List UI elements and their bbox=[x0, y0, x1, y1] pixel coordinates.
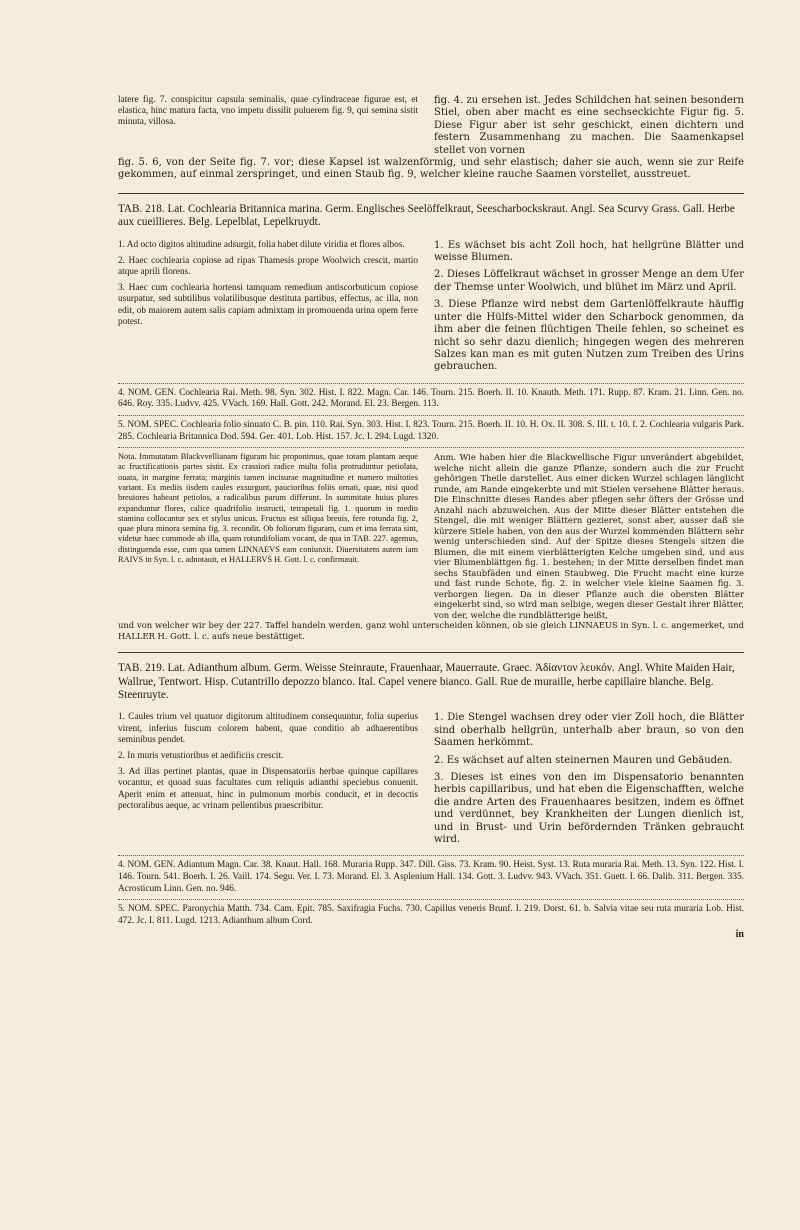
top-columns bbox=[118, 95, 744, 157]
tab-219-latin-2: 2. In muris vetustioribus et aedificiis crescit. bbox=[118, 750, 284, 761]
top-wide-text: fig. 5. 6, von der Seite fig. 7. vor; diese Kapsel ist walzenförmig, und sehr elastisch; daher sie auch, wenn sie zur Reife gekommen, auf einmal zerspringet, und einen Staub fig. 9, welcher kleine rauche Saamen vorstellet, ausstreuet. bbox=[118, 157, 744, 181]
tab-218-latin-1: 1. Ad octo digitos altitudine adsurgit, folia habet dilute viridia et flores albos. bbox=[118, 239, 405, 250]
tab-218-latin bbox=[118, 240, 418, 379]
tab-219-nom-gen: 4. NOM. GEN. Adiantum Magn. Car. 38. Knaut. Hall. 168. Muraria Rupp. 347. Dill. Giss. 73. Kram. 90. Heist. Syst. 13. Ruta muraria Rai. Meth. 13. Syn. 122. Hist. I. 146. Tourn. 541. Boerh. I. 26. Vaill. 174. Segu. Ver. I. 73. Morand. El. 3. Asplenium Hall. 134. Gott. 3. Ludvv. 943. VVach. 351. Guett. I. 66. Dalib. 311. Bergen. 335. Acrosticum Linn. Gen. no. 946. bbox=[118, 860, 744, 894]
tab-218-heading: TAB. 218. Lat. Cochlearia Britannica marina. Germ. Englisches Seelöffelkraut, Seescharbockskraut. Angl. Sea Scurvy Grass. Gall. Herbe aux cueillieres. Belg. Lepelblat, Lepelkruydt. bbox=[118, 202, 735, 229]
tab-218-notes bbox=[118, 452, 744, 620]
divider-dotted-4 bbox=[118, 855, 744, 856]
tab-219-german-3: 3. Dieses ist eines von den im Dispensatorio benannten herbis capillaribus, und hat eben die Eigenschafften, welche die andre Arten des Frauenhaares besitzen, indem es öffnet und verdünnet, bey Krankheiten der Lungen dienlich ist, und in Brust- und Urin befördernden Tränken gebraucht wird. bbox=[434, 771, 744, 845]
rule-218 bbox=[118, 193, 744, 194]
top-german-text: fig. 4. zu ersehen ist. Jedes Schildchen hat seinen besondern Stiel, oben aber macht es eine sechseckichte Figur fig. 5. Diese Figur aber ist sehr geschickt, einen dichtern und festern Zusammenhang zu machen. Die Saamenkapsel stellet von vornen bbox=[434, 95, 744, 156]
divider-dotted-2 bbox=[118, 415, 744, 416]
tab-218-german bbox=[434, 240, 744, 379]
tab-218-nom-spec: 5. NOM. SPEC. Cochlearia folio sinuato C. B. pin. 110. Rai. Syn. 303. Hist. I. 823. Tourn. 215. Boerh. II. 10. H. Ox. II. 308. S. III. t. 10. f. 2. Cochlearia vulgaris Park. 285. Cochlearia Britannica Dod. 594. Ger. 401. Lob. Hist. 157. Jc. I. 294. Lugd. 1320. bbox=[118, 419, 744, 442]
divider-dotted-5 bbox=[118, 899, 744, 900]
tab-219-nom-spec: 5. NOM. SPEC. Paronychia Matth. 734. Cam. Epit. 785. Saxifragia Fuchs. 730. Capillus veneris Brunf. I. 219. Dorst. 61. b. Salvia vitae seu ruta muraria Lob. Hist. 472. Jc. I. 811. Lugd. 1213. Adianthum album Cord. bbox=[118, 904, 744, 926]
divider-dotted-3 bbox=[118, 447, 744, 448]
tab-219-latin-1: 1. Caules trium vel quatuor digitorum altitudinem consequuntur, folia superius virent, inferius fuscum colorem habent, quae conditio ab adhaerentibus seminibus pendet. bbox=[118, 712, 418, 745]
tab-218-anmerkung-end: und von welcher wir bey der 227. Taffel handeln werden, ganz wohl unterscheiden können, ob sie gleich LINNAEUS in Syn. l. c. angemerket, und HALLER H. Gott. l. c. aufs neue bestättiget. bbox=[118, 620, 744, 641]
tab-218-latin-3: 3. Haec cum cochlearia hortensi tamquam remedium antiscorbuticum copiose usurpatur, sed subtilibus volatilibusque destituta partibus, effectus, ac illa, non edit, ob maiorem autem salis capiam admixtam in promouenda urina opem ferre potest. bbox=[118, 283, 418, 327]
tab-219-columns bbox=[118, 712, 744, 851]
tab-218-nom-gen: 4. NOM. GEN. Cochlearia Rai. Meth. 98. Syn. 302. Hist. I. 822. Magn. Car. 146. Tourn. 215. Boerh. II. 10. Knauth. Meth. 171. Rupp. 87. Kram. 21. Linn. Gen. no. 646. Roy. 335. Ludvv. 425. VVach. 169. Hall. Gott. 242. Morand. El. 23. Bergen. 113. bbox=[118, 387, 744, 410]
tab-219-german-1: 1. Die Stengel wachsen drey oder vier Zoll hoch, die Blätter sind oberhalb hellgrün, unterhalb aber braun, so von den Saamen herkömmt. bbox=[434, 712, 744, 749]
tab-218-columns bbox=[118, 240, 744, 379]
top-latin-text: latere fig. 7. conspicitur capsula seminalis, quae cylindraceae figurae est, et elastica, hinc matura facta, vno impetu dissilit puluerem fig. 9, qui semina sistit minuta, villosa. bbox=[118, 95, 418, 128]
tab-218-german-1: 1. Es wächset bis acht Zoll hoch, hat hellgrüne Blätter und weisse Blumen. bbox=[434, 239, 744, 264]
tab-218-nota: Nota. Immutatam Blackvvellianam figuram hic proponimus, quae totam plantam aeque ac fructificationis partes sistit. Ex crassiori radice multa folia protruduntur petiolata, ouata, in margine ferrata; marginis tamen incisurae magnitudine et numero multoties variant. Ex mediis iisdem caules exsurgunt, paucioribus foliis ornati, quae, nisi quod breuiores habeant petiolos, a radicalibus parum differunt. In summitate huius plures expanduntur flores, calice quadrifolio instructi, tetrapetali fig. 1. quorum in medio stamina collocantur sex et stylus unicus. Fructus est siliqua breuis, fere rotunda fig. 2, quae plura minora semina fig. 3. recondit. Ob foliorum figuram, cum et ima ferrata sint, videtur haec commode ab illa, quam rotundifoliam vocant, de qua in TAB. 227. agemus, distinguenda esse, cum qua tamen LINNAEVS eam coniunxit. Diuersitatem autem iam RAIVS in Syn. l. c. adnotauit, et HALLERVS H. Gott. l. c. confirmauit. bbox=[118, 452, 418, 565]
tab-218-latin-2: 2. Haec cochlearia copiose ad ripas Thamesis prope Woolwich crescit, martio atque aprili florens. bbox=[118, 255, 418, 278]
divider-dotted-1 bbox=[118, 383, 744, 384]
catchword: in bbox=[735, 929, 744, 941]
tab-219-latin-3: 3. Ad illas pertinet plantas, quae in Dispensatoriis herbae quinque capillares vocantur, et quoad suas facultates cum reliquis adianthi speciebus conuenit. Aperit enim et attenuat, hinc in pulmonum morbis conducit, et in decoctis pectoralibus aeque, ac vrinam pellentibus praescribitur. bbox=[118, 767, 418, 811]
tab-218-german-2: 2. Dieses Löffelkraut wächset in grosser Menge an dem Ufer der Themse unter Woolwich, und blühet im März und April. bbox=[434, 269, 744, 293]
tab-219-heading: TAB. 219. Lat. Adianthum album. Germ. Weisse Steinraute, Frauenhaar, Mauerraute. Graec. Ἀδίαντον λευκόν. Angl. White Maiden Hair, Wallrue, Tentwort. Hisp. Cutantrillo depozzo blanco. Ital. Capel venere bianco. Gall. Rue de muraille, herbe capillaire blanche. Belg. Steenruyte. bbox=[118, 662, 735, 701]
tab-219-latin bbox=[118, 712, 418, 851]
tab-219-german bbox=[434, 712, 744, 851]
rule-219 bbox=[118, 652, 744, 653]
tab-218-german-3: 3. Diese Pflanze wird nebst dem Gartenlöffelkraute häuffig unter die Hülfs-Mittel wider den Scharbock genommen, da ihm aber die feinen flüchtigen Theile fehlen, so scheinet es nicht so sehr dazu dienlich; hingegen wegen des mehreren Salzes kan man es mit guten Nutzen zum Treiben des Urins gebrauchen. bbox=[434, 299, 744, 373]
tab-219-german-2: 2. Es wächset auf alten steinernen Mauren und Gebäuden. bbox=[434, 754, 733, 766]
tab-218-anmerkung: Anm. Wie haben hier die Blackwellische Figur unverändert abgebildet, welche nicht allein die ganze Pflanze, sondern auch die zur Frucht gehörigen Theile darstellet. Aus einer dicken Wurzel schlagen länglicht runde, am Rande eingekerbte und mit Stielen versehene Blätter heraus. Die Einschnitte dieses Randes aber pflegen sehr öfters der Grösse und Anzahl nach abzuweichen. Aus der Mitte dieser Blätter entstehen die Stengel, die mit weniger Blättern gezieret, sonst aber, ausser daß sie kürzere Stiele haben, von den aus der Wurzel kommenden Blättern sehr wenig unterschieden sind. Auf der Spitze dieses Stengels sitzen die Blumen, die mit einem vierblätterigten Kelche umgeben sind, und aus vier Blumenblättgen fig. 1. bestehen; in der Mitte derselben findet man sechs Staubfäden und einen Staubweg. Die Frucht macht eine kurze und fast runde Schote, fig. 2. in welcher viele kleine Saamen fig. 3. verborgen liegen. Da in dieser Pflanze auch die obersten Blätter eingekerbt sind, so wird man selbige, wegen dieser Gestalt ihrer Blätter, von der, welche die rundblätterige heißt, bbox=[434, 452, 744, 620]
